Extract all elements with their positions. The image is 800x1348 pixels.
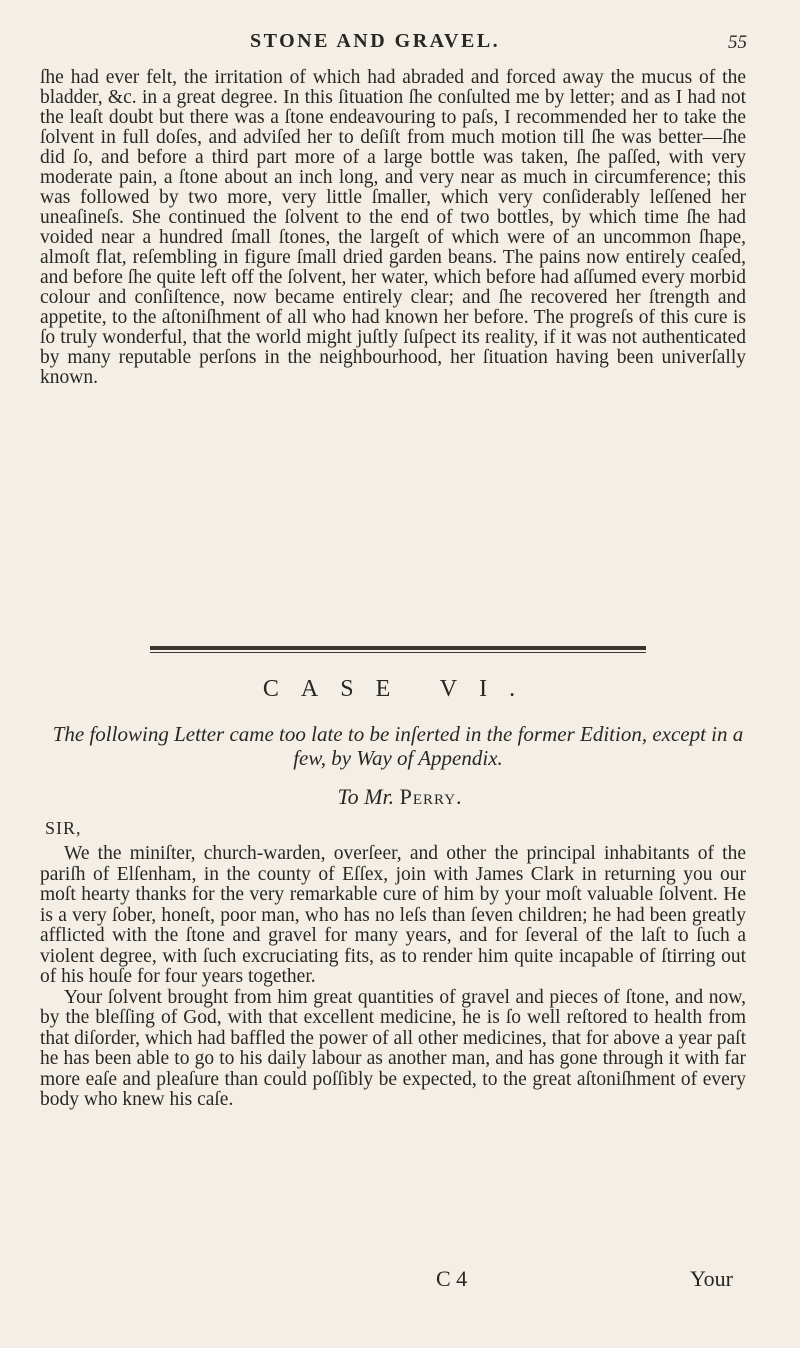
paragraph-continued: ſhe had ever felt, the irritation of which had abraded and forced away the mucus of the bladder, &c. in a great degree. In this ſituation ſhe conſulted me by letter; and as I had not the leaſt doubt but there was a ſtone endeavouring to paſs, I recommended her to take the ſolvent in full doſes, and adviſed her to deſiſt from much motion till ſhe was better—ſhe did ſo, and before a third part more of a large bottle was taken, ſhe paſſed, with very moderate pain, a ſtone about an inch long, and very near as much in circumference; this was followed by two more, very little ſmaller, which very conſiderably leſſened her uneaſineſs. She continued the ſolvent to the end of two bottles, by which time ſhe had voided near a hundred ſmall ſtones, the largeſt of which were of an uncommon ſhape, almoſt flat, reſembling in figure ſmall dried garden beans. The pains now entirely ceaſed, and before ſhe quite left off the ſolvent, her water, which before had aſſumed every morbid colour and conſiſtence, now became entirely clear; and ſhe recovered her ſtrength and appetite, to the aſtoniſhment of all who had known her before. The progreſs of this cure is ſo truly wonderful, that the world might juſtly ſuſpect its reality, if it was not authenticated by many reputable perſons in the neighbourhood, her ſituation having been univerſally known. (40, 67, 746, 388)
letter-paragraph: We the miniſter, church-warden, overſeer, and other the principal inhabitants of the pariſh of Elſenham, in the county of Eſſex, join with James Clark in returning you our moſt hearty thanks for the very remarkable cure of him by your moſt valuable ſolvent. He is a very ſober, honeſt, poor man, who has no leſs than ſeven children; he had been greatly afflicted with the ſtone and gravel for many years, and for ſeveral of the laſt to ſuch a violent degree, with ſuch excruciating fits, as to render him quite incapable of ſtirring out of his houſe for four years together. (40, 843, 746, 987)
letter-salutation: SIR, (45, 818, 82, 838)
catchword: Your (690, 1266, 734, 1291)
letter-addressee (0, 784, 800, 810)
page-footer (0, 1266, 800, 1296)
section-divider-rule (150, 646, 646, 653)
addressee-prefix: To Mr. (337, 784, 395, 809)
page-number: 55 (728, 32, 747, 53)
case-heading: CASE VI. (262, 676, 538, 702)
body-text (40, 68, 746, 388)
running-head-title: STONE AND GRAVEL. (250, 30, 501, 52)
running-head (0, 30, 800, 60)
addressee-name: Perry. (399, 784, 463, 809)
letter-body (40, 844, 746, 1111)
letter-paragraph: Your ſolvent brought from him great quantities of gravel and pieces of ſtone, and now, by the bleſſing of God, with that excellent medicine, he is ſo well reſtored to health from that diſorder, which had baffled the power of all other medicines, that for above a year paſt he has been able to go to his daily labour as another man, and has gone through it with far more eaſe and pleaſure than could poſſibly be expected, to the great aſtoniſhment of every body who knew his caſe. (40, 986, 747, 1110)
signature-mark: C 4 (436, 1266, 468, 1291)
case-subtitle: The following Letter came too late to be inſerted in the former Edition, except in a few, by Way of Appendix. (52, 722, 744, 770)
